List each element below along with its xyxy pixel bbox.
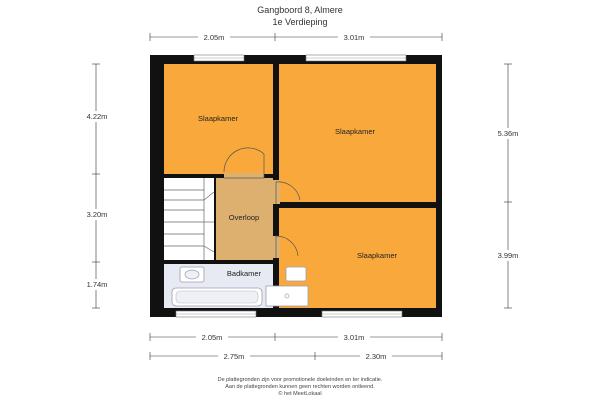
disclaimer-line: Aan de plattegronden kunnen geen rechten worden ontleend. (225, 384, 375, 390)
room-label-slaapkamer: Slaapkamer (197, 114, 239, 123)
plan-floor-name: 1e Verdieping (272, 17, 328, 27)
dimension-label: 2.30m (365, 352, 387, 361)
disclaimer-line: De plattegronden zijn voor promotionele doeleinden en ter indicatie. (217, 377, 383, 383)
dimension-label: 5.36m (497, 129, 519, 138)
room-label-overloop: Overloop (228, 213, 260, 222)
room-label-slaapkamer: Slaapkamer (356, 251, 398, 260)
washbasin-icon (286, 267, 306, 281)
sink-basin (185, 270, 199, 279)
room-label-slaapkamer: Slaapkamer (334, 127, 376, 136)
bathtub-inner (176, 291, 258, 303)
dimension-label: 3.99m (497, 251, 519, 260)
dimension-label: 3.20m (86, 210, 108, 219)
dimension-label: 1.74m (86, 280, 108, 289)
dimension-label: 2.05m (203, 33, 225, 42)
dimension-label: 2.75m (223, 352, 245, 361)
plan-address: Gangboord 8, Almere (257, 5, 343, 15)
dimension-label: 4.22m (86, 112, 108, 121)
dimension-label: 2.05m (201, 333, 223, 342)
room-label-badkamer: Badkamer (226, 269, 262, 278)
shower-drain-icon (285, 294, 289, 298)
dimension-label: 3.01m (343, 333, 365, 342)
dimension-label: 3.01m (343, 33, 365, 42)
copyright-line: © het MeetLokaal (278, 391, 322, 397)
